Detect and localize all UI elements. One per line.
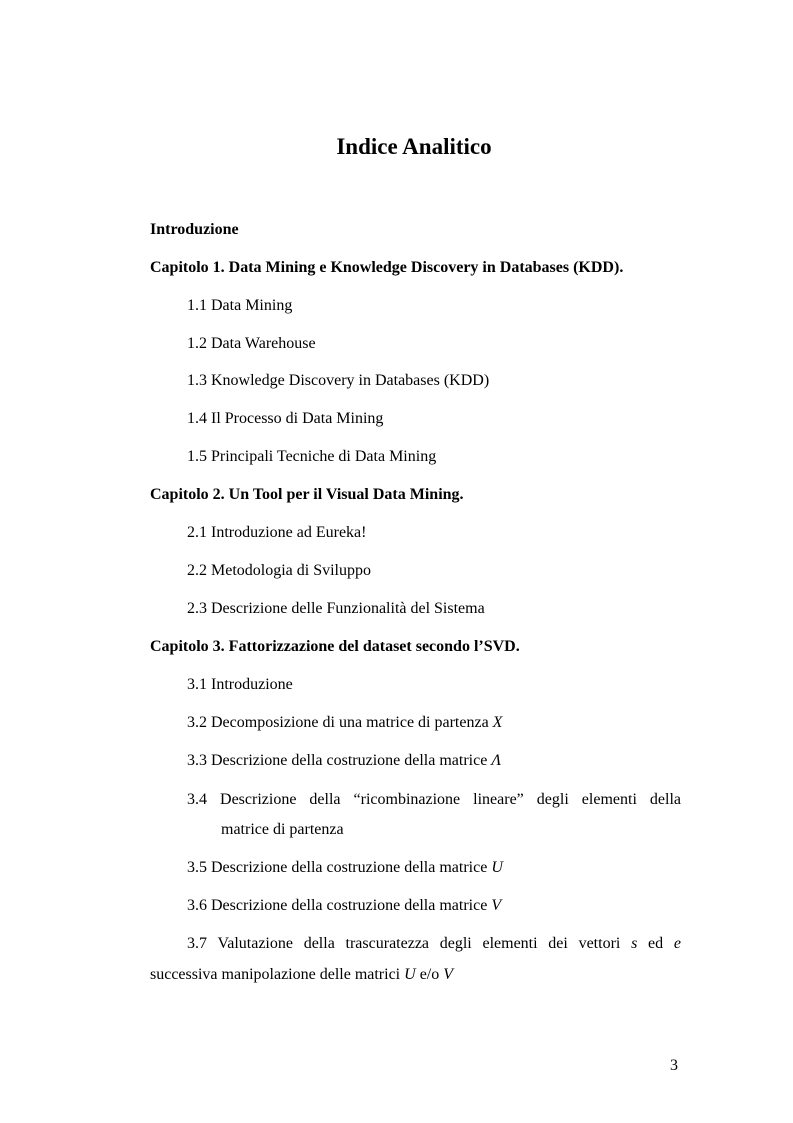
toc-section-1-4: 1.4 Il Processo di Data Mining [187, 410, 384, 427]
section-3-3-variable: Λ [491, 752, 501, 769]
toc-section-3-3 [187, 751, 501, 771]
toc-section-2-2: 2.2 Metodologia di Sviluppo [187, 562, 371, 579]
toc-section-3-1: 3.1 Introduzione [187, 676, 293, 693]
toc-section-2-1: 2.1 Introduzione ad Eureka! [187, 524, 367, 541]
toc-section-3-6 [187, 896, 501, 916]
toc-section-3-5 [187, 858, 503, 878]
section-3-3-text: 3.3 Descrizione della costruzione della matrice [187, 752, 492, 769]
section-3-5-variable: U [491, 859, 503, 876]
toc-section-1-1: 1.1 Data Mining [187, 297, 293, 314]
section-3-7-line2-text: successiva manipolazione delle matrici [150, 966, 405, 983]
section-3-6-text: 3.6 Descrizione della costruzione della matrice [187, 897, 492, 914]
toc-chapter-2: Capitolo 2. Un Tool per il Visual Data Mining. [150, 486, 464, 503]
section-3-6-variable: V [491, 897, 502, 914]
toc-chapter-1: Capitolo 1. Data Mining e Knowledge Discovery in Databases (KDD). [150, 259, 624, 276]
section-3-2-variable: X [492, 714, 503, 731]
page-title: Indice Analitico [336, 134, 492, 159]
section-3-7-var-v: V [443, 966, 454, 983]
section-3-7-join: e/o [415, 966, 444, 983]
section-3-7-var-e: e [673, 935, 681, 952]
toc-introduction: Introduzione [150, 221, 239, 238]
section-3-7-var-u: U [404, 966, 416, 983]
toc-section-3-4-line1: 3.4 Descrizione della “ricombinazione lineare” degli elementi della [187, 791, 681, 808]
toc-section-1-5: 1.5 Principali Tecniche di Data Mining [187, 448, 437, 465]
section-3-7-var-s: s [631, 935, 638, 952]
toc-section-3-7-line2 [150, 965, 453, 985]
toc-section-3-7-line1 [187, 934, 681, 954]
toc-section-3-2 [187, 713, 502, 733]
section-3-7-ed: ed [648, 935, 664, 952]
toc-section-1-3: 1.3 Knowledge Discovery in Databases (KDD) [187, 372, 490, 389]
section-3-7-text: 3.7 Valutazione della trascuratezza degli elementi dei vettori [187, 935, 621, 952]
toc-chapter-3: Capitolo 3. Fattorizzazione del dataset secondo l’SVD. [150, 638, 520, 655]
page-number: 3 [670, 1057, 678, 1074]
toc-section-1-2: 1.2 Data Warehouse [187, 335, 316, 352]
section-3-2-text: 3.2 Decomposizione di una matrice di partenza [187, 714, 493, 731]
section-3-5-text: 3.5 Descrizione della costruzione della matrice [187, 859, 492, 876]
toc-section-3-4-line2: matrice di partenza [221, 821, 344, 838]
toc-section-2-3: 2.3 Descrizione delle Funzionalità del Sistema [187, 600, 485, 617]
